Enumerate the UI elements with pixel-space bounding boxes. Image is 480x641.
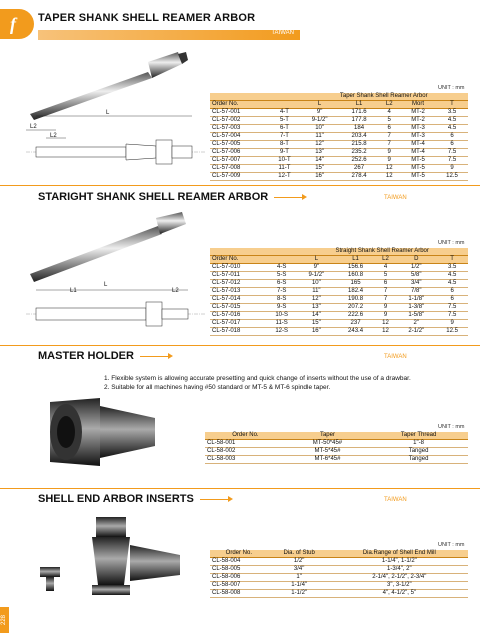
table-cell: 2-1/4", 2-1/2", 2-3/4" xyxy=(331,574,468,582)
col-header: L2 xyxy=(375,256,397,264)
table-cell: 182.4 xyxy=(336,288,374,296)
table-cell: 1-1/4" xyxy=(268,582,331,590)
table-cell: 7 xyxy=(375,296,397,304)
page-number: 228 xyxy=(0,607,9,633)
table-row xyxy=(210,157,468,165)
table-cell: 13" xyxy=(299,149,339,157)
table-cell: 165 xyxy=(336,280,374,288)
table-cell: 4.5 xyxy=(436,117,468,125)
section-title-master: MASTER HOLDER xyxy=(38,350,170,362)
table-cell: 11-T xyxy=(269,165,299,173)
table-cell: 15" xyxy=(296,320,336,328)
table-cell: 7 xyxy=(378,141,400,149)
dim-label-l2: L2 xyxy=(30,124,37,130)
table-cell: 12-T xyxy=(269,173,299,181)
table-cell: 1/2" xyxy=(268,558,331,566)
table-cell: CL-57-006 xyxy=(210,149,269,157)
table-cell: 7/8" xyxy=(396,288,436,296)
table-cell: 9 xyxy=(378,149,400,157)
table-cell: 12.5 xyxy=(436,173,468,181)
col-header: D xyxy=(396,256,436,264)
section-country: TAIWAN xyxy=(384,195,407,201)
table-cell: 10-S xyxy=(267,312,296,320)
table-cell: 2" xyxy=(396,320,436,328)
table-cell: CL-57-002 xyxy=(210,117,269,125)
table-row xyxy=(210,566,468,574)
col-header: Dia.Range of Shell End Mill xyxy=(331,550,468,558)
table-cell: 160.8 xyxy=(336,272,374,280)
master-holder-table xyxy=(205,432,468,464)
table-cell: MT-4 xyxy=(400,149,436,157)
table-row xyxy=(210,109,468,117)
table-cell: 1-3/8" xyxy=(396,304,436,312)
unit-label-4: UNIT : mm xyxy=(438,542,465,548)
table-cell: 3", 3-1/2" xyxy=(331,582,468,590)
col-header: L1 xyxy=(340,101,379,109)
table-cell: 7-T xyxy=(269,133,299,141)
table-cell: 278.4 xyxy=(340,173,379,181)
table-cell: 235.2 xyxy=(340,149,379,157)
table-cell: 7 xyxy=(375,288,397,296)
table-cell: 7-S xyxy=(267,288,296,296)
table-cell: CL-58-005 xyxy=(210,566,268,574)
table-cell: 267 xyxy=(340,165,379,173)
table-cell: 1" xyxy=(268,574,331,582)
table-cell: CL-57-005 xyxy=(210,141,269,149)
table-cell: CL-57-015 xyxy=(210,304,267,312)
col-header: Order No. xyxy=(210,550,268,558)
table-cell: 4 xyxy=(378,109,400,117)
unit-label-3: UNIT : mm xyxy=(438,424,465,430)
table-cell: 203.4 xyxy=(340,133,379,141)
master-holder-photo xyxy=(40,392,160,472)
col-header: Taper Thread xyxy=(369,432,468,440)
table-cell: 1"-8 xyxy=(369,440,468,448)
table-cell: MT-5 xyxy=(400,165,436,173)
table-row xyxy=(205,456,468,464)
table-cell: 6 xyxy=(375,280,397,288)
table-cell: 6 xyxy=(436,141,468,149)
table-cell: 1-1/8" xyxy=(396,296,436,304)
table-row xyxy=(210,173,468,181)
table-cell: 11" xyxy=(299,133,339,141)
note-item: 1. Flexible system is allowing accurate presetting and quick change of inserts without the use of a drawbar. xyxy=(104,375,411,382)
table-cell: CL-57-007 xyxy=(210,157,269,165)
table-row xyxy=(205,448,468,456)
dim-label-l-2: L xyxy=(104,282,108,288)
table-cell: 5-S xyxy=(267,272,296,280)
table-cell: 16" xyxy=(296,328,336,336)
table-row xyxy=(210,296,468,304)
table-cell: 12" xyxy=(299,141,339,149)
table-cell: 3/4" xyxy=(268,566,331,574)
table-cell: 7.5 xyxy=(436,157,468,165)
feature-notes xyxy=(104,374,411,392)
table-cell: 9" xyxy=(296,264,336,272)
table-cell: MT-3 xyxy=(400,133,436,141)
col-header: T xyxy=(436,256,468,264)
table-cell: MT-5 xyxy=(400,157,436,165)
col-header: Order No. xyxy=(210,101,269,109)
table-cell: 177.8 xyxy=(340,117,379,125)
section-title-straight: STARIGHT SHANK SHELL REAMER ARBOR xyxy=(38,191,304,203)
page-header xyxy=(38,12,300,42)
shell-end-arbor-insert-photo xyxy=(30,515,190,605)
note-item: 2. Suitable for all machines having #50 standard or MT-5 & MT-6 spindle taper. xyxy=(104,384,331,391)
table-cell: 11-S xyxy=(267,320,296,328)
table-cell: 12 xyxy=(378,165,400,173)
table-cell: 237 xyxy=(336,320,374,328)
table-cell: 156.6 xyxy=(336,264,374,272)
table-cell: 5/8" xyxy=(396,272,436,280)
table-cell: MT-6*45# xyxy=(286,456,369,464)
table-cell: 3.5 xyxy=(436,264,468,272)
table-cell: 1-3/4", 2" xyxy=(331,566,468,574)
section-title-inserts: SHELL END ARBOR INSERTS xyxy=(38,493,230,505)
table-cell: 14" xyxy=(299,157,339,165)
table-cell: 8-T xyxy=(269,141,299,149)
table-cell: 7 xyxy=(378,133,400,141)
dim-label-l1-2: L1 xyxy=(70,288,77,294)
table-row xyxy=(210,304,468,312)
table-cell: 1-1/2" xyxy=(268,590,331,598)
table-cell: MT-2 xyxy=(400,109,436,117)
table-cell: 9-T xyxy=(269,149,299,157)
table-cell: CL-58-008 xyxy=(210,590,268,598)
table-cell: 215.8 xyxy=(340,141,379,149)
section-country: TAIWAN xyxy=(384,497,407,503)
col-header: Order No. xyxy=(210,256,267,264)
table-cell: MT-50*45# xyxy=(286,440,369,448)
table-row xyxy=(210,574,468,582)
dim-label-l2b: L2 xyxy=(50,133,57,139)
table-cell: CL-57-011 xyxy=(210,272,267,280)
table-cell: 12 xyxy=(375,320,397,328)
table-cell: CL-57-009 xyxy=(210,173,269,181)
table-caption: Straight Shank Shell Reamer Arbor xyxy=(296,248,468,256)
header-country: TAIWAN xyxy=(271,30,294,36)
table-cell: 6-S xyxy=(267,280,296,288)
table-cell: 1-1/4", 1-1/2" xyxy=(331,558,468,566)
table-cell: 9-S xyxy=(267,304,296,312)
table-row xyxy=(210,149,468,157)
table-cell: 5 xyxy=(378,117,400,125)
table-row xyxy=(210,590,468,598)
table-row xyxy=(210,125,468,133)
straight-shank-arbor-photo xyxy=(28,212,188,282)
table-cell: MT-5 xyxy=(400,173,436,181)
table-cell: CL-58-001 xyxy=(205,440,286,448)
straight-shank-table xyxy=(210,248,468,336)
table-cell: 10-T xyxy=(269,157,299,165)
table-row xyxy=(210,288,468,296)
col-header: L2 xyxy=(378,101,400,109)
table-row xyxy=(205,440,468,448)
table-cell: 6 xyxy=(378,125,400,133)
table-cell: 4 xyxy=(375,264,397,272)
table-cell: 7.5 xyxy=(436,149,468,157)
table-cell: CL-57-013 xyxy=(210,288,267,296)
table-row xyxy=(210,312,468,320)
table-cell: CL-58-007 xyxy=(210,582,268,590)
table-cell: 6 xyxy=(436,296,468,304)
table-cell: 7.5 xyxy=(436,312,468,320)
section-divider xyxy=(0,345,480,346)
table-cell: 4.5 xyxy=(436,125,468,133)
table-cell: CL-57-004 xyxy=(210,133,269,141)
table-cell: 184 xyxy=(340,125,379,133)
table-cell: 6 xyxy=(436,133,468,141)
table-cell: MT-4 xyxy=(400,141,436,149)
table-cell: CL-57-012 xyxy=(210,280,267,288)
table-cell: 4.5 xyxy=(436,280,468,288)
table-cell: 12.5 xyxy=(436,328,468,336)
table-caption: Taper Shank Shell Reamer Arbor xyxy=(299,93,468,101)
table-cell: 8-S xyxy=(267,296,296,304)
table-cell: Tanged xyxy=(369,456,468,464)
table-row xyxy=(210,320,468,328)
section-country: TAIWAN xyxy=(384,354,407,360)
dim-label-l: L xyxy=(106,110,110,116)
table-cell: 1-5/8" xyxy=(396,312,436,320)
col-header: Taper xyxy=(286,432,369,440)
table-cell: 190.8 xyxy=(336,296,374,304)
shell-end-arbor-inserts-table xyxy=(210,550,468,598)
table-cell: 9 xyxy=(436,165,468,173)
table-cell: 12-S xyxy=(267,328,296,336)
col-header: L1 xyxy=(336,256,374,264)
table-cell: CL-58-004 xyxy=(210,558,268,566)
table-row xyxy=(210,165,468,173)
table-cell: 252.6 xyxy=(340,157,379,165)
section-divider xyxy=(0,185,480,186)
table-row xyxy=(210,117,468,125)
table-cell: CL-57-016 xyxy=(210,312,267,320)
col-header xyxy=(269,101,299,109)
table-row xyxy=(210,558,468,566)
taper-shank-table xyxy=(210,93,468,181)
col-header: Mort xyxy=(400,101,436,109)
table-cell: CL-57-003 xyxy=(210,125,269,133)
table-row xyxy=(210,133,468,141)
table-cell: 11" xyxy=(296,288,336,296)
col-header: Dia. of Stub xyxy=(268,550,331,558)
table-cell: 10" xyxy=(296,280,336,288)
table-cell: CL-58-003 xyxy=(205,456,286,464)
page-title: TAPER SHANK SHELL REAMER ARBOR xyxy=(38,12,256,24)
table-row xyxy=(210,582,468,590)
table-cell: 9 xyxy=(436,320,468,328)
table-cell: CL-57-014 xyxy=(210,296,267,304)
table-cell: 2-1/2" xyxy=(396,328,436,336)
table-cell: 12" xyxy=(296,296,336,304)
table-cell: 9 xyxy=(375,304,397,312)
table-cell: 222.6 xyxy=(336,312,374,320)
table-row xyxy=(210,328,468,336)
table-cell: 4-S xyxy=(267,264,296,272)
header-bar xyxy=(38,30,300,40)
table-cell: 243.4 xyxy=(336,328,374,336)
table-cell: 7.5 xyxy=(436,304,468,312)
table-cell: 3.5 xyxy=(436,109,468,117)
table-cell: 13" xyxy=(296,304,336,312)
table-cell: 4-T xyxy=(269,109,299,117)
dim-label-l2-2: L2 xyxy=(172,288,179,294)
table-cell: MT-5*45# xyxy=(286,448,369,456)
col-header: L xyxy=(296,256,336,264)
section-divider xyxy=(0,488,480,489)
table-cell: CL-57-018 xyxy=(210,328,267,336)
table-cell: 9 xyxy=(378,157,400,165)
table-cell: CL-57-017 xyxy=(210,320,267,328)
table-row xyxy=(210,141,468,149)
table-cell: 4.5 xyxy=(436,272,468,280)
taper-shank-arbor-drawing xyxy=(26,110,206,172)
table-cell: MT-2 xyxy=(400,117,436,125)
brand-logo: f xyxy=(0,9,34,39)
col-header: Order No. xyxy=(205,432,286,440)
table-cell: CL-58-006 xyxy=(210,574,268,582)
table-cell: 6 xyxy=(436,288,468,296)
table-cell: 6-T xyxy=(269,125,299,133)
unit-label-1: UNIT : mm xyxy=(438,85,465,91)
unit-label-2: UNIT : mm xyxy=(438,240,465,246)
table-cell: 5-T xyxy=(269,117,299,125)
table-cell: CL-57-001 xyxy=(210,109,269,117)
table-cell: 3/4" xyxy=(396,280,436,288)
straight-shank-arbor-drawing xyxy=(26,284,206,334)
table-cell: 14" xyxy=(296,312,336,320)
col-header: L xyxy=(299,101,339,109)
table-cell: 9-1/2" xyxy=(296,272,336,280)
table-cell: CL-58-002 xyxy=(205,448,286,456)
table-cell: 12 xyxy=(378,173,400,181)
table-cell: 9 xyxy=(375,312,397,320)
table-cell: 171.6 xyxy=(340,109,379,117)
table-cell: 12 xyxy=(375,328,397,336)
col-header xyxy=(267,256,296,264)
col-header: T xyxy=(436,101,468,109)
table-cell: 9-1/2" xyxy=(299,117,339,125)
table-row xyxy=(210,272,468,280)
table-row xyxy=(210,280,468,288)
table-row xyxy=(210,264,468,272)
table-cell: CL-57-010 xyxy=(210,264,267,272)
table-cell: 4", 4-1/2", 5" xyxy=(331,590,468,598)
table-cell: 5 xyxy=(375,272,397,280)
table-cell: 16" xyxy=(299,173,339,181)
table-cell: 207.2 xyxy=(336,304,374,312)
table-cell: Tanged xyxy=(369,448,468,456)
table-cell: 1/2" xyxy=(396,264,436,272)
table-cell: 9" xyxy=(299,109,339,117)
table-cell: MT-3 xyxy=(400,125,436,133)
table-cell: CL-57-008 xyxy=(210,165,269,173)
table-cell: 10" xyxy=(299,125,339,133)
table-cell: 15" xyxy=(299,165,339,173)
